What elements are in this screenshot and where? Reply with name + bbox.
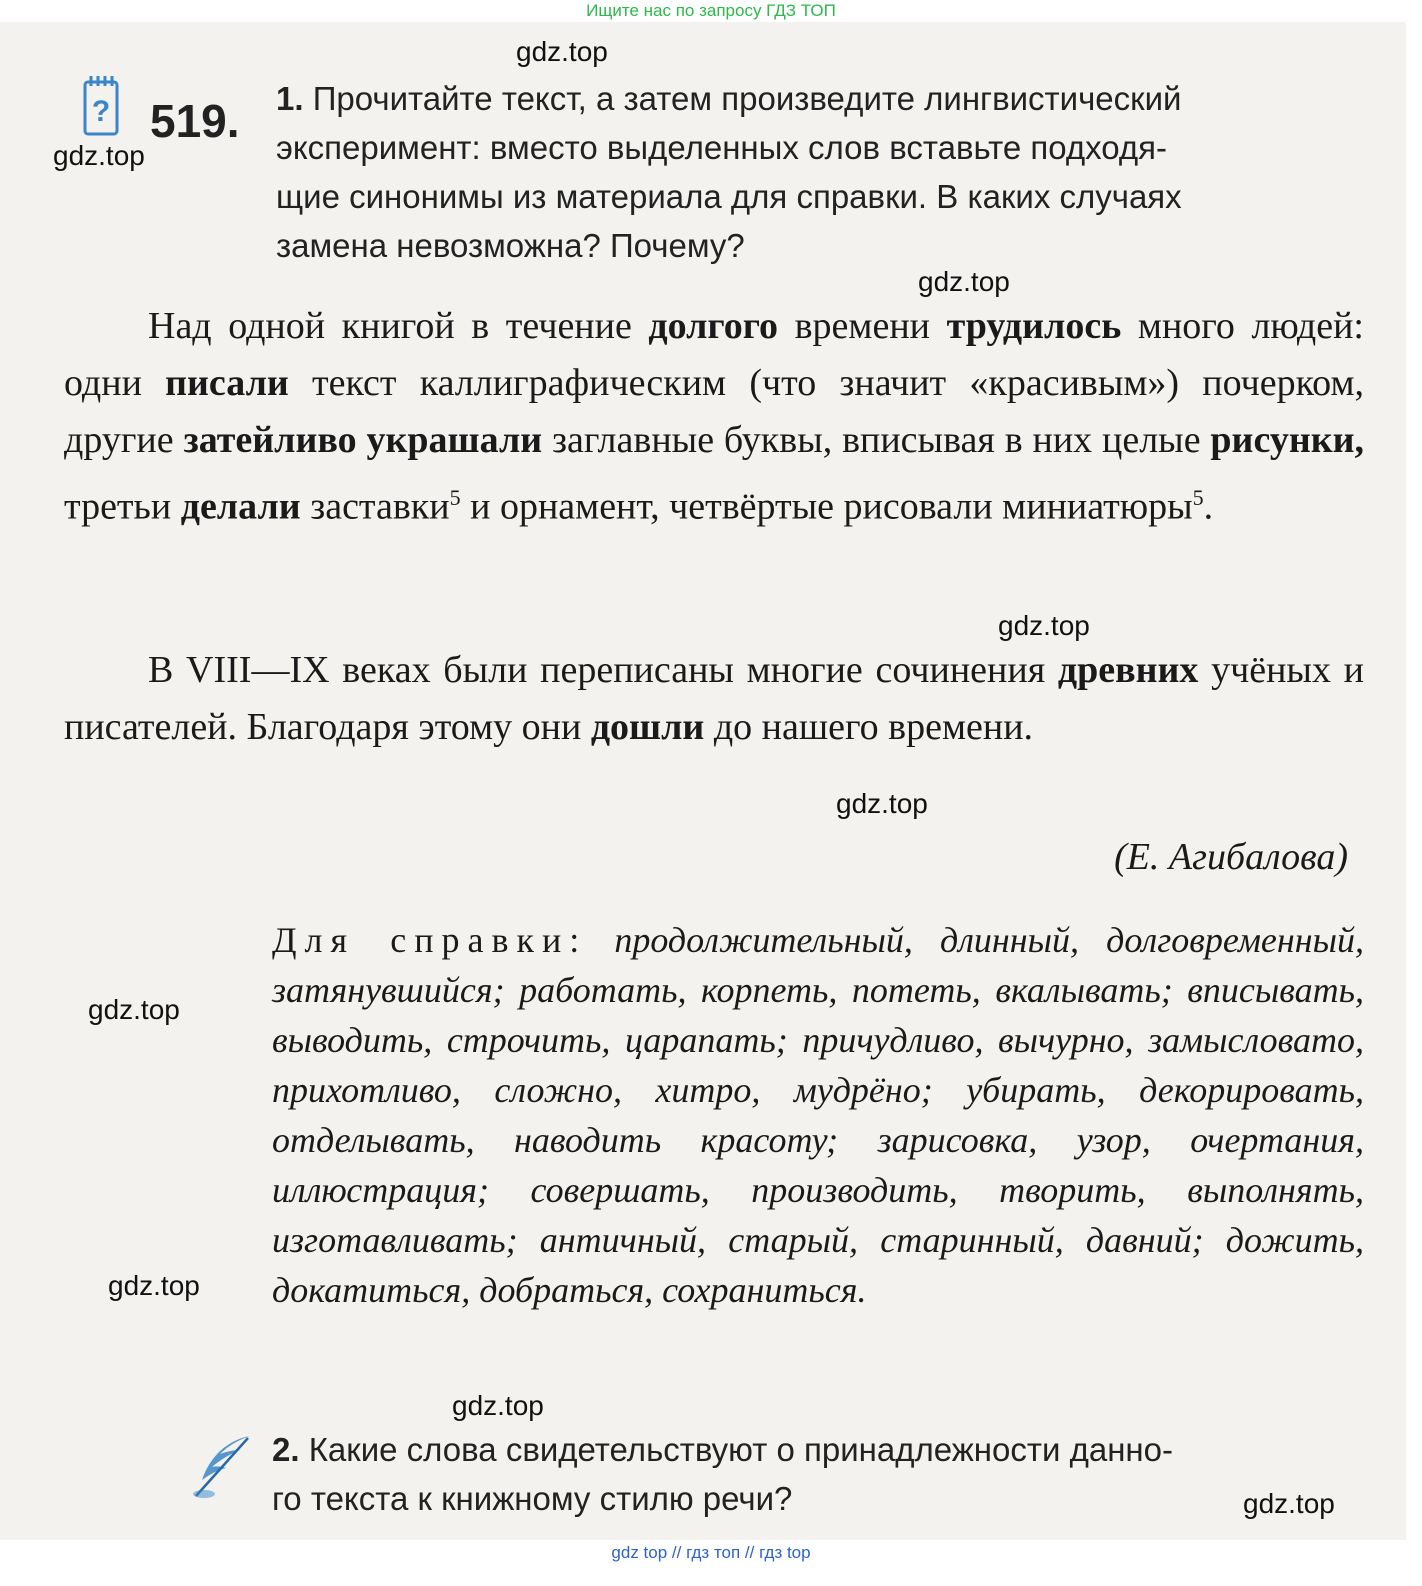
reference-block [272, 915, 1364, 1315]
top-banner[interactable]: Ищите нас по запросу ГДЗ ТОП [586, 1, 836, 20]
reference-label: Для справки: [272, 920, 588, 960]
textbook-page [0, 22, 1406, 1540]
task-1-number: 1. [276, 80, 304, 117]
text-author: (Е. Агибалова) [1114, 836, 1348, 878]
highlight-word: делали [180, 485, 301, 528]
highlight-word: затейливо украшали [183, 419, 543, 461]
footnote-marker: 5 [449, 485, 461, 510]
highlight-word: древних [1057, 649, 1199, 691]
task-2-text: Какие слова свидетельствуют о принадлежности данно- [308, 1431, 1174, 1468]
question-notebook-icon [82, 74, 120, 138]
watermark: gdz.top [1243, 1488, 1335, 1519]
task-2-line-2: го текста к книжному стилю речи? [272, 1480, 793, 1517]
svg-text:?: ? [91, 95, 111, 128]
watermark: gdz.top [998, 610, 1090, 641]
task-1-line-1 [276, 74, 1181, 123]
watermark: gdz.top [108, 1270, 200, 1301]
bottom-footer[interactable]: gdz top // гдз топ // гдз top [611, 1543, 811, 1562]
task-1-text: Прочитайте текст, а затем произведите лингвистический [312, 80, 1182, 117]
text-paragraph-2: В VIII—IX веках были переписаны многие сочинения древних учёных и писателей. Благодаря этому они дошли до нашего времени. [64, 649, 1364, 748]
watermark: gdz.top [918, 266, 1010, 297]
highlight-word: трудилось [946, 305, 1122, 347]
watermark: gdz.top [53, 140, 145, 171]
reference-words: продолжительный, длинный, долговременный, затянувшийся; работать, корпеть, потеть, вкалывать; вписывать, выводить, строчить, царапать; причудливо, вычурно, замысловато, прихотливо, сложно, хитро, мудрёно; убирать, декорировать, отделывать, наводить красоту; зарисовка, узор, очертания, иллюстрация; совершать, производить, творить, выполнять, изготавливать; античный, старый, старинный, давний; дожить, докатиться, добраться, сохраниться. [272, 920, 1364, 1310]
highlight-word: долгого [648, 305, 779, 347]
watermark: gdz.top [836, 788, 928, 819]
feather-pen-icon [190, 1434, 254, 1502]
highlight-word: дошли [590, 706, 705, 748]
watermark: gdz.top [88, 994, 180, 1025]
highlight-word: рисунки, [1210, 419, 1364, 461]
task-1-line-4: замена невозможна? Почему? [276, 227, 745, 264]
exercise-number: 519. [150, 95, 240, 147]
watermark: gdz.top [452, 1390, 544, 1421]
task-1-line-2: эксперимент: вместо выделенных слов вставьте подходя- [276, 129, 1168, 166]
task-2-line-1 [272, 1425, 1173, 1474]
task-1-line-3: щие синонимы из материала для справки. В каких случаях [276, 178, 1182, 215]
text-paragraph-1: Над одной книгой в течение долгого времени трудилось много людей: одни писали текст каллиграфическим (что значит «красивым») почерком, другие затейливо украшали заглавные буквы, вписывая в них целые рисунки, третьи делали заставки$^5$ и орнамент, четвёртые рисовали миниатюры$^5$. [64, 305, 1364, 528]
watermark: gdz.top [516, 36, 608, 67]
task-2-number: 2. [272, 1431, 300, 1468]
footnote-marker: 5 [1192, 485, 1204, 510]
highlight-word: писали [165, 362, 289, 404]
